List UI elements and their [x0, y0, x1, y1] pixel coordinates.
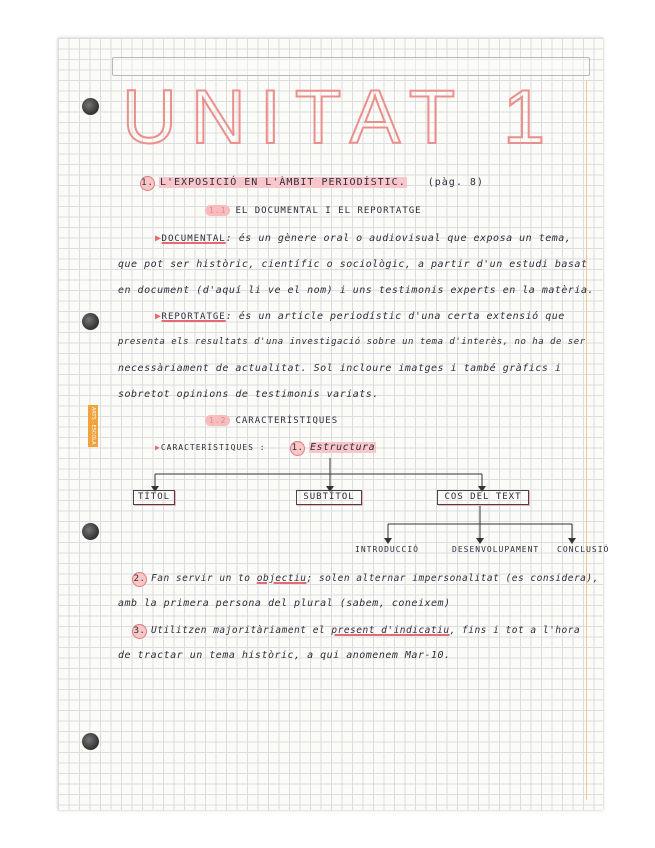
section-number: 1.	[140, 176, 155, 191]
term-reportatge: REPORTATGE	[161, 312, 226, 322]
documental-line-3: en document (d'aquí li ve el nom) i uns testimonis experts en la matèria.	[118, 285, 594, 296]
term-documental: DOCUMENTAL	[161, 234, 226, 244]
reportatge-line-4: sobretot opinions de testimonis variats.	[118, 389, 379, 400]
part-desenvolupament: DESENVOLUPAMENT	[452, 545, 540, 554]
part-introduccio: INTRODUCCIÓ	[355, 545, 419, 554]
page-title: UNITAT 1	[122, 75, 560, 160]
section-title: L'EXPOSICIÓ EN L'ÀMBIT PERIODÍSTIC.	[160, 177, 406, 188]
diagram-box-cos-del-text: COS DEL TEXT	[437, 490, 529, 505]
reportatge-line-2: presenta els resultats d'una investigació sobre un tema d'interès, no ha de ser	[118, 337, 586, 347]
side-tag: ARTS · ESCOLA	[88, 405, 98, 447]
label-text: CARACTERÍSTIQUES :	[160, 443, 266, 452]
subsection-number: 1.1	[205, 205, 230, 216]
text-span: ; solen alternar impersonalitat (es considera),	[306, 573, 599, 584]
point-number: 3.	[132, 624, 147, 639]
bullet-icon: ▶	[155, 233, 162, 244]
estructura-label: Estructura	[310, 442, 376, 453]
point-3-line-2: de tractar un tema històric, a qui anomenem Mar-10.	[118, 650, 451, 661]
page-reference: (pàg. 8)	[427, 177, 484, 188]
diagram-box-titol: TÍTOL	[133, 490, 175, 505]
definition-text: : és un article periodístic d'una certa extensió que	[225, 311, 565, 322]
subsection-number: 1.2	[205, 415, 230, 426]
subsection-title: CARACTERÍSTIQUES	[235, 416, 339, 426]
text-span: Utilitzen majoritàriament el	[151, 625, 326, 636]
point-number: 2.	[132, 572, 147, 587]
definition-text: : és un gènere oral o audiovisual que exposa un tema,	[225, 233, 572, 244]
bullet-icon: ▶	[155, 443, 161, 452]
emphasis-text: objectiu	[256, 573, 307, 584]
bullet-icon: ▶	[155, 311, 162, 322]
subsection-title: EL DOCUMENTAL I EL REPORTATGE	[235, 206, 422, 216]
diagram-box-subtitol: SUBTÍTOL	[296, 490, 362, 505]
point-3-line-1	[132, 624, 580, 639]
text-span: Fan servir un to	[151, 573, 251, 584]
emphasis-text: present d'indicatiu	[331, 625, 450, 636]
point-number: 1.	[290, 441, 305, 456]
part-conclusio: CONCLUSIÓ	[557, 545, 610, 554]
text-span: , fins i tot a l'hora	[449, 625, 581, 636]
documental-line-2: que pot ser històric, científic o sociològic, a partir d'un estudi basat	[118, 259, 588, 270]
reportatge-line-3: necessàriament de actualitat. Sol incloure imatges i també gràfics i	[118, 363, 562, 374]
point-2-line-1	[132, 572, 599, 587]
point-2-line-2: amb la primera persona del plural (sabem, coneixem)	[118, 598, 451, 609]
